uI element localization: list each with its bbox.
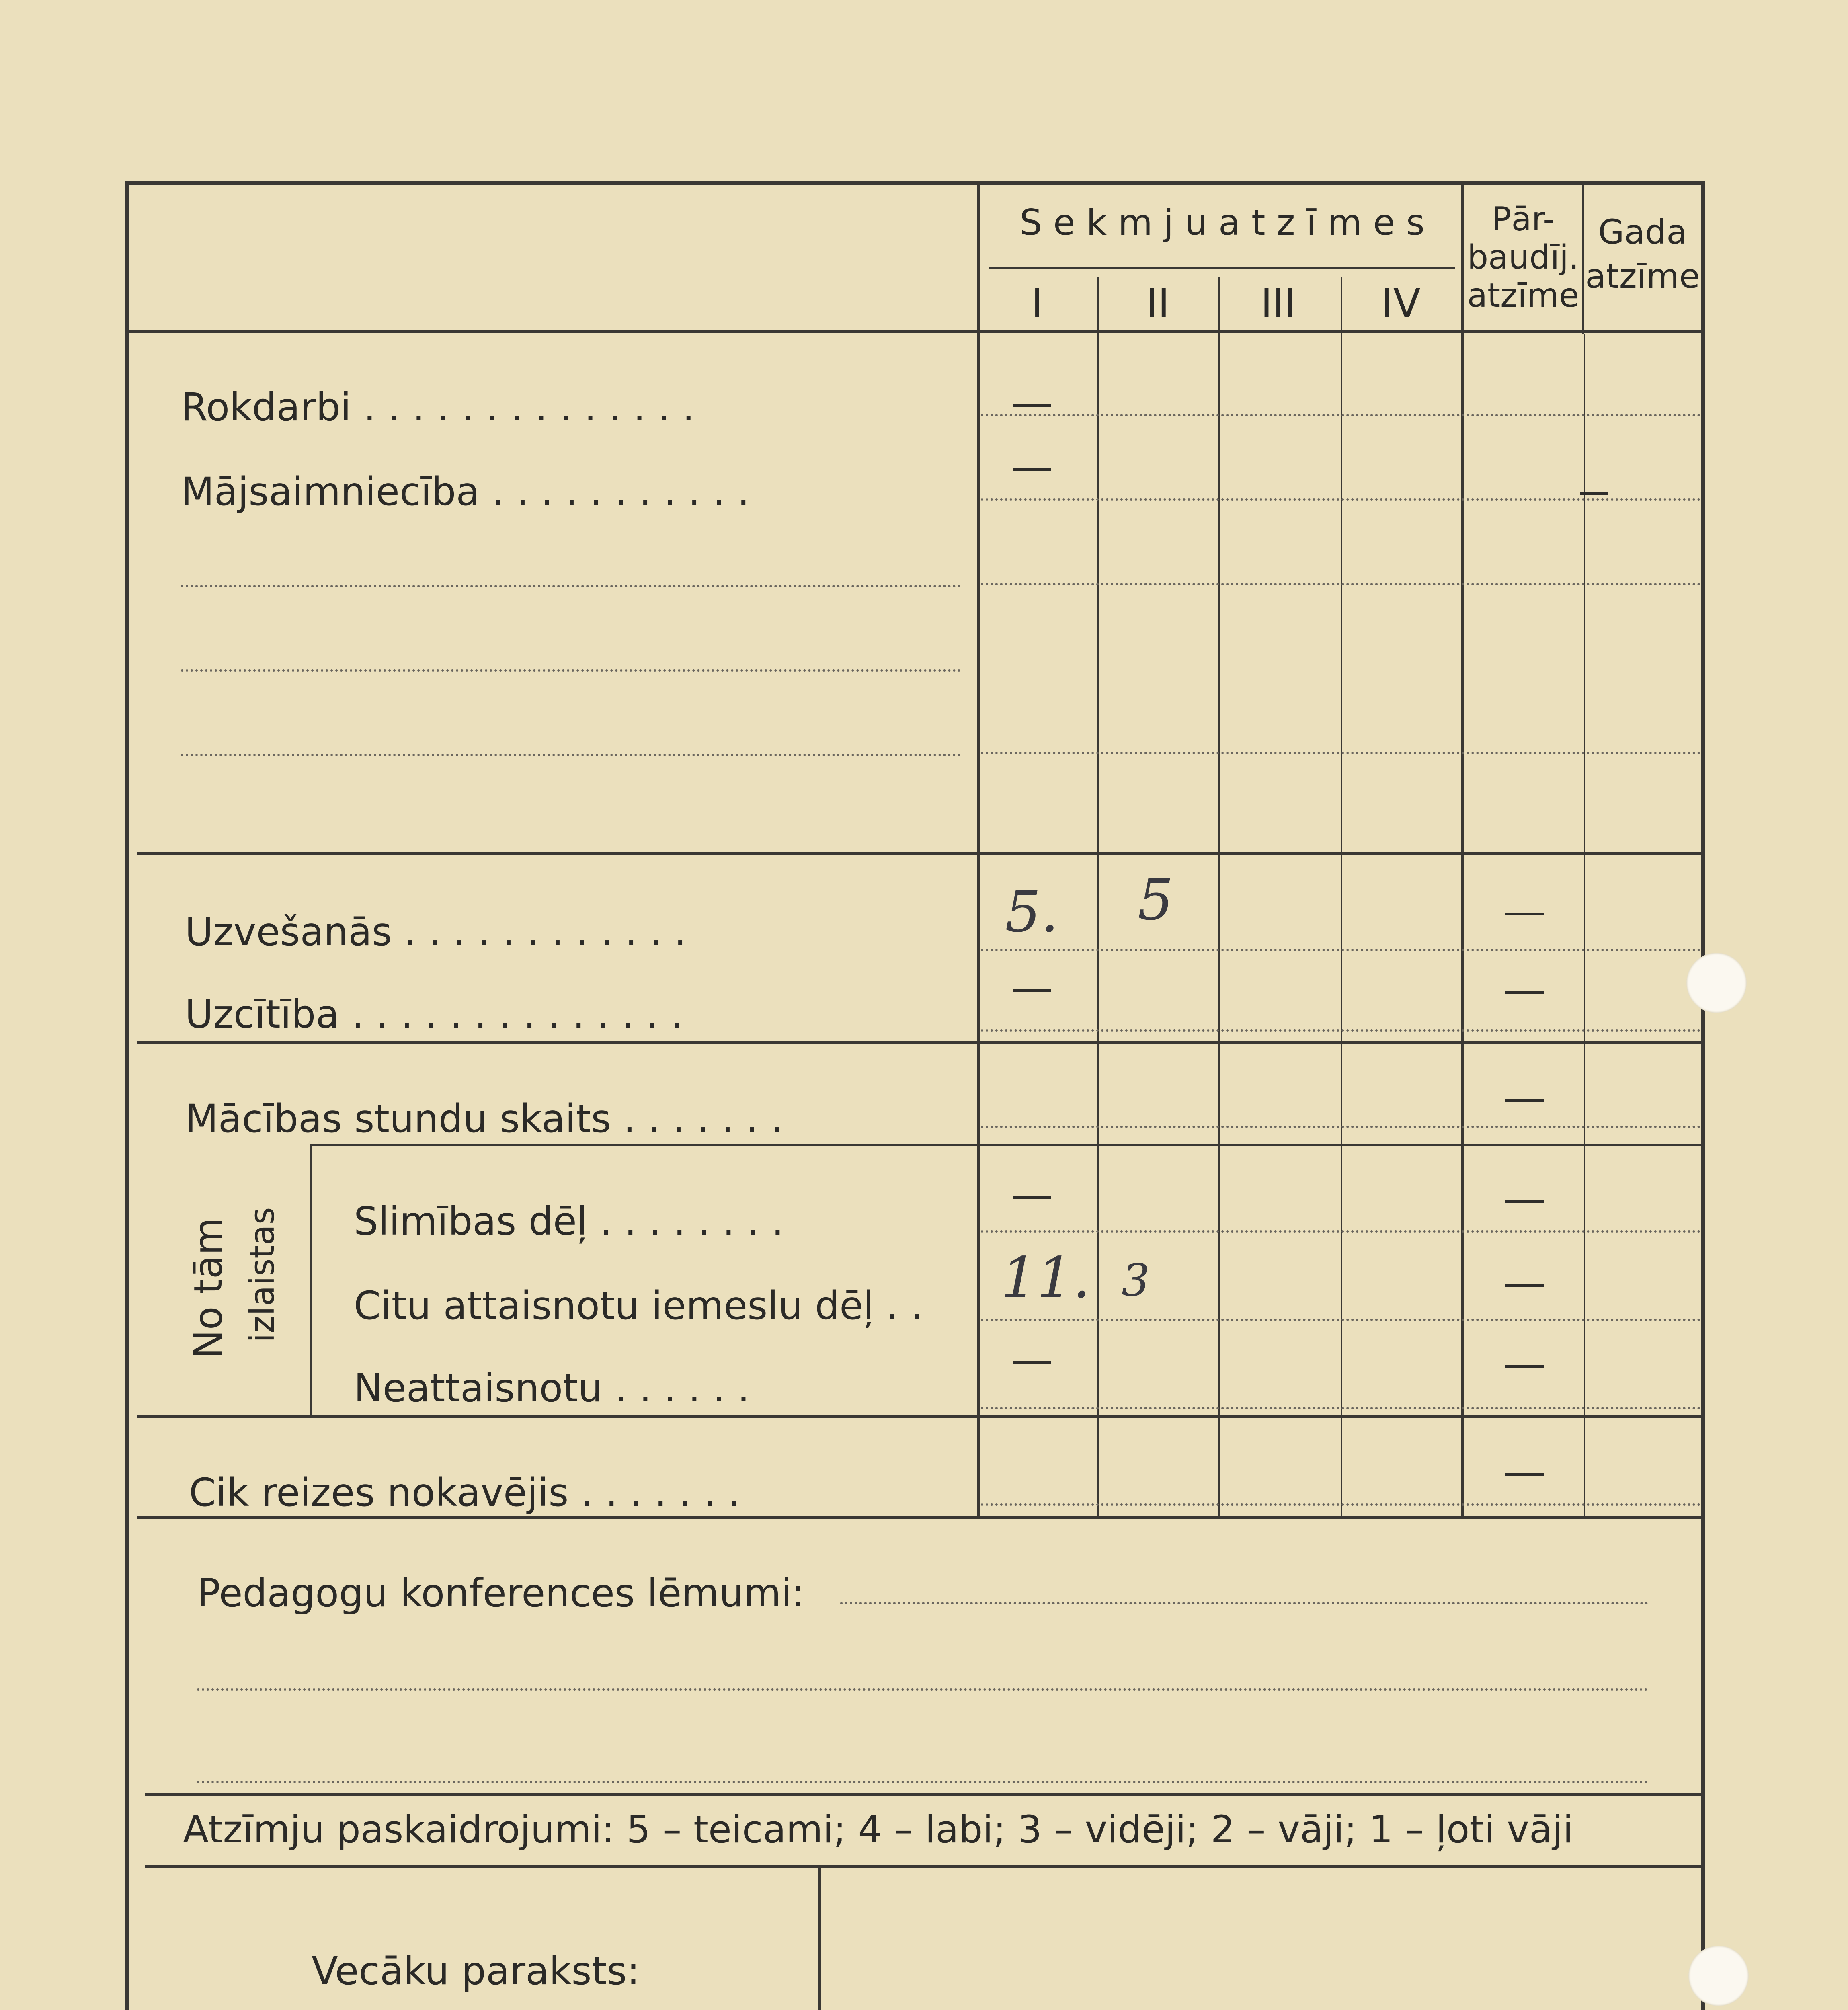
absence-block-bottom xyxy=(137,1415,1704,1418)
parbaud-heading-3: atzīme xyxy=(1467,277,1579,315)
parbaud-dash-neattaisnotu xyxy=(1505,1365,1544,1368)
mark-uzvesanas-I: 5. xyxy=(1005,880,1059,945)
row-label-citu: Citu attaisnotu iemeslu dēļ . . xyxy=(354,1283,923,1328)
parbaud-dash-citu xyxy=(1505,1284,1544,1287)
sekmju-underline xyxy=(989,267,1455,269)
parbaud-dash-nokavejis xyxy=(1505,1473,1544,1476)
row-label-uzvesanas: Uzvešanās . . . . . . . . . . . . xyxy=(185,909,687,954)
mark-citu-I: 11. xyxy=(1001,1245,1091,1311)
punch-hole-lower xyxy=(1688,1946,1749,2006)
col-sep-parbaud xyxy=(1461,181,1464,1516)
col-sep-labels xyxy=(977,181,980,1516)
mark-slimibas-I xyxy=(1013,1196,1051,1199)
row-dots-5 xyxy=(981,949,1700,951)
row-dots-6 xyxy=(981,1029,1700,1032)
blank-subject-line-2 xyxy=(181,669,961,672)
block1-bottom xyxy=(137,852,1704,855)
row-label-slimibas: Slimības dēļ . . . . . . . . xyxy=(354,1199,784,1244)
frame-top xyxy=(125,181,1704,185)
row-dots-10 xyxy=(981,1407,1700,1409)
row-dots-2 xyxy=(981,498,1700,501)
conference-line-2 xyxy=(197,1688,1648,1691)
no-tam-vertical xyxy=(310,1144,312,1417)
row-label-nokavejis: Cik reizes nokavējis . . . . . . . xyxy=(189,1470,740,1515)
col-term-3 xyxy=(1218,277,1220,1516)
mark-majsaimnieciba-gada xyxy=(1580,492,1608,495)
blank-subject-line-1 xyxy=(181,585,961,587)
term-IV-heading: IV xyxy=(1381,280,1421,327)
legend-top-line xyxy=(145,1793,1704,1796)
punch-hole-upper xyxy=(1686,953,1747,1013)
parbaud-dash-hours xyxy=(1505,1099,1544,1102)
conference-label: Pedagogu konferences lēmumi: xyxy=(197,1571,805,1616)
row-dots-9 xyxy=(981,1319,1700,1321)
late-row-bottom xyxy=(137,1516,1704,1519)
grade-legend: Atzīmju paskaidrojumi: 5 – teicami; 4 – labi; 3 – vidēji; 2 – vāji; 1 – ļoti vāji xyxy=(183,1808,1573,1852)
mark-majsaimnieciba-I xyxy=(1013,468,1051,471)
row-dots-11 xyxy=(981,1503,1700,1506)
blank-subject-line-3 xyxy=(181,754,961,756)
col-term-4 xyxy=(1341,277,1342,1516)
row-dots-1 xyxy=(981,414,1700,416)
parbaud-heading-1: Pār- xyxy=(1491,200,1555,238)
term-II-heading: II xyxy=(1146,280,1170,327)
parbaud-dash-uzvesanas xyxy=(1505,913,1544,915)
frame-right xyxy=(1701,181,1705,2010)
parents-title: Vecāku paraksts: xyxy=(312,1948,640,1994)
conference-line-1 xyxy=(840,1602,1648,1604)
mark-uzcitiba-I xyxy=(1013,989,1051,992)
parbaud-dash-slimibas xyxy=(1505,1200,1544,1203)
legend-bottom-line xyxy=(145,1865,1704,1868)
gada-heading-1: Gada xyxy=(1598,212,1687,252)
col-gada xyxy=(1584,334,1585,1516)
parbaud-dash-uzcitiba xyxy=(1505,991,1544,994)
parbaud-heading-2: baudīj. xyxy=(1467,238,1579,277)
sekmju-atzimes-heading: S e k m j u a t z ī m e s xyxy=(1019,202,1425,243)
gada-heading-2: atzīme xyxy=(1585,256,1700,296)
frame-left xyxy=(125,181,129,2010)
conference-line-3 xyxy=(197,1781,1648,1783)
term-I-heading: I xyxy=(1031,280,1043,327)
header-bottom-line xyxy=(125,330,1704,333)
row-label-rokdarbi: Rokdarbi . . . . . . . . . . . . . . xyxy=(181,385,695,430)
mark-neattaisnotu-I xyxy=(1013,1361,1051,1364)
mark-citu-II: 3 xyxy=(1122,1255,1150,1306)
row-dots-4 xyxy=(981,752,1700,754)
hours-row-bottom xyxy=(310,1144,1704,1146)
row-label-macibas-stundu: Mācības stundu skaits . . . . . . . xyxy=(185,1096,783,1141)
term-III-heading: III xyxy=(1260,280,1296,327)
signature-divider xyxy=(818,1865,821,2010)
col-term-2 xyxy=(1097,277,1099,1516)
mark-uzvesanas-II: 5 xyxy=(1138,868,1174,933)
izlaistas-label: izlaistas xyxy=(242,1207,282,1343)
row-dots-7 xyxy=(981,1126,1700,1128)
block2-bottom xyxy=(137,1041,1704,1044)
row-label-uzcitiba: Uzcītība . . . . . . . . . . . . . . xyxy=(185,992,683,1037)
no-tam-label: No tām xyxy=(186,1217,231,1359)
row-label-neattaisnotu: Neattaisnotu . . . . . . xyxy=(354,1366,750,1411)
mark-rokdarbi-I xyxy=(1013,404,1051,407)
row-label-majsaimnieciba: Mājsaimniecība . . . . . . . . . . . xyxy=(181,469,750,514)
row-dots-8 xyxy=(981,1230,1700,1233)
row-dots-3 xyxy=(981,583,1700,585)
